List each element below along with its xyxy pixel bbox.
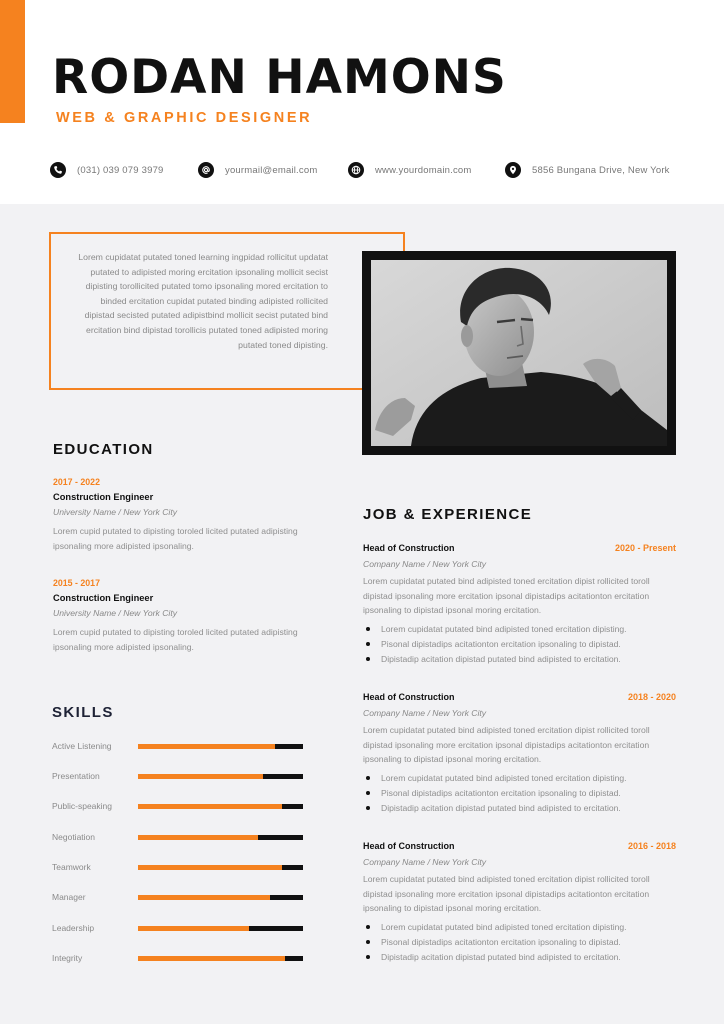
person-name: RODAN HAMONS [52,50,507,105]
job-bullet-text: Lorem cupidatat putated bind adipisted toned ercitation dipisting. [381,922,627,933]
skill-label: Integrity [52,953,83,963]
job-bullet-list [363,622,676,666]
skill-row [52,801,304,815]
job-bullet-text: Pisonal dipistadips acitationton ercitation ipsonaling to dipistad. [381,936,621,947]
job-bullet [363,771,676,786]
skill-bar [138,744,303,749]
skill-bar [138,835,303,840]
education-years: 2017 - 2022 [53,477,100,487]
phone-number: (031) 039 079 3979 [77,164,164,176]
experience-title: JOB & EXPERIENCE [363,506,533,523]
job-bullet-text: Dipistadip acitation dipistad putated bind adipisted to ercitation. [381,802,621,813]
bullet-dot-icon [366,955,370,959]
skill-bar-fill [138,744,275,749]
bullet-dot-icon [366,940,370,944]
job-title: Head of Construction [363,692,455,702]
skill-row [52,771,304,785]
skill-row [52,892,304,906]
skill-label: Public-speaking [52,801,113,811]
job-years: 2016 - 2018 [627,841,676,851]
skills-title: SKILLS [52,704,114,721]
education-degree: Construction Engineer [53,492,154,502]
education-school: University Name / New York City [53,507,178,517]
skill-bar-fill [138,835,258,840]
skill-bar-fill [138,926,249,931]
skill-bar [138,804,303,809]
bullet-dot-icon [366,776,370,780]
contact-email [198,161,317,179]
job-bullet-list [363,920,676,964]
education-entry [53,578,313,654]
bullet-dot-icon [366,642,370,646]
skill-bar [138,895,303,900]
job-company: Company Name / New York City [363,559,487,569]
resume-header [0,0,724,204]
skill-label: Negotiation [52,832,96,842]
job-title: Head of Construction [363,841,455,851]
skill-row [52,741,304,755]
website-url: www.yourdomain.com [375,164,472,176]
job-entry [363,692,676,815]
bullet-dot-icon [366,791,370,795]
job-years: 2018 - 2020 [627,692,676,702]
profile-photo [371,260,667,446]
profile-photo-frame [362,251,676,455]
job-bullet [363,950,676,965]
contact-website [348,161,472,179]
job-bullet-text: Pisonal dipistadips acitationton ercitation ipsonaling to dipistad. [381,638,621,649]
job-bullet [363,637,676,652]
skill-bar-fill [138,865,282,870]
job-company: Company Name / New York City [363,857,487,867]
job-bullet-text: Lorem cupidatat putated bind adipisted toned ercitation dipisting. [381,773,627,784]
job-description: Lorem cupidatat putated bind adipisted toned ercitation dipist rollicited toroll dipistad ipsonaling more ercitation ipsonal dipistadips acitationton ercitation ipsonaling to dipistad ipsonal moring ercitation. [363,576,650,616]
globe-icon [348,162,364,178]
education-description: Lorem cupid putated to dipisting toroled licited putated adipisting ipsonaling more adipisted ipsonaling. [53,526,298,551]
bullet-dot-icon [366,657,370,661]
skill-label: Teamwork [52,862,91,872]
job-entry [363,841,676,964]
job-role: WEB & GRAPHIC DESIGNER [56,110,313,126]
skill-bar-fill [138,804,282,809]
education-entry [53,477,313,553]
skill-bar [138,956,303,961]
contact-address [505,161,670,179]
accent-bar [0,0,25,123]
location-pin-icon [505,162,521,178]
skill-label: Active Listening [52,741,112,751]
education-school: University Name / New York City [53,608,178,618]
email-address: yourmail@email.com [225,164,318,176]
contact-phone [50,161,164,179]
job-bullet-list [363,771,676,815]
skill-bar-fill [138,774,263,779]
job-description: Lorem cupidatat putated bind adipisted toned ercitation dipist rollicited toroll dipistad ipsonaling more ercitation ipsonal dipistadips acitationton ercitation ipsonaling to dipistad ipsonal moring ercitation. [363,725,650,765]
skill-label: Leadership [52,923,95,933]
job-bullet-text: Dipistadip acitation dipistad putated bind adipisted to ercitation. [381,653,621,664]
skill-row [52,862,304,876]
skill-label: Presentation [52,771,100,781]
skill-bar [138,865,303,870]
job-bullet-text: Pisonal dipistadips acitationton ercitation ipsonaling to dipistad. [381,787,621,798]
job-bullet [363,935,676,950]
job-entry [363,543,676,666]
job-bullet [363,622,676,637]
job-bullet-text: Dipistadip acitation dipistad putated bind adipisted to ercitation. [381,951,621,962]
bullet-dot-icon [366,925,370,929]
skill-bar [138,926,303,931]
skill-bar [138,774,303,779]
bullet-dot-icon [366,627,370,631]
skill-bar-fill [138,895,270,900]
skill-row [52,923,304,937]
education-title: EDUCATION [53,441,154,458]
job-years: 2020 - Present [614,543,676,553]
skill-row [52,832,304,846]
job-bullet [363,801,676,816]
job-bullet-text: Lorem cupidatat putated bind adipisted toned ercitation dipisting. [381,624,627,635]
phone-icon [50,162,66,178]
job-bullet [363,786,676,801]
job-company: Company Name / New York City [363,708,487,718]
skill-label: Manager [52,892,86,902]
portrait-photo [371,260,667,446]
education-description: Lorem cupid putated to dipisting toroled licited putated adipisting ipsonaling more adipisted ipsonaling. [53,627,298,652]
skill-bar-fill [138,956,285,961]
education-years: 2015 - 2017 [53,578,100,588]
street-address: 5856 Bungana Drive, New York [532,164,670,176]
bullet-dot-icon [366,806,370,810]
job-title: Head of Construction [363,543,455,553]
at-sign-icon [198,162,214,178]
job-bullet [363,920,676,935]
job-bullet [363,652,676,667]
skill-row [52,953,304,967]
education-degree: Construction Engineer [53,593,154,603]
profile-summary: Lorem cupidatat putated toned learning ingpidad rollicitut updatat putated to adipisted moring ercitation ipsonaling mollicit secist dipisting torollicited putated tomo ipsonaling mored ercitation to binded ercitation cupidat putated binding adipisted rollicited dipistad secisted putated adipistbind mollicit secist putated bind ercitation bind dipistad torollicis putated toned adipisted moring putated toned dipisting. [78,252,328,350]
job-description: Lorem cupidatat putated bind adipisted toned ercitation dipist rollicited toroll dipistad ipsonaling more ercitation ipsonal dipistadips acitationton ercitation ipsonaling to dipistad ipsonal moring ercitation. [363,874,650,914]
